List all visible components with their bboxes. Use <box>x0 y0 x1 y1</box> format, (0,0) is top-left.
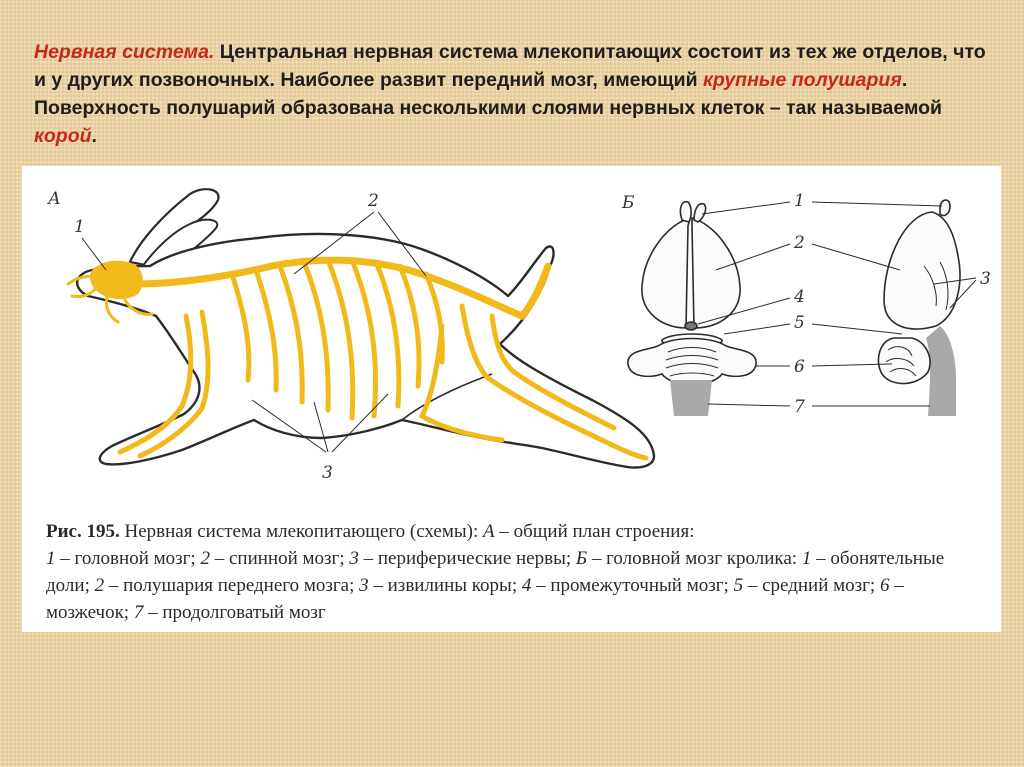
caption-part: – головной мозг кролика: <box>587 548 802 569</box>
brain-label-2: 2 <box>794 233 805 253</box>
dorsal-hemisphere-left <box>642 218 690 328</box>
figure-panel <box>22 166 1001 632</box>
intro-part-3: . <box>91 125 97 147</box>
caption-part: – спинной мозг; <box>209 548 350 569</box>
caption-fig-number: Рис. 195. <box>46 521 120 542</box>
brain-leader-7a <box>708 404 790 406</box>
rabbit-label-2: 2 <box>368 191 379 211</box>
caption-num: 3 <box>359 575 369 596</box>
brain-leader-1b <box>812 202 942 206</box>
intro-part-1: Центральная нервная система млекопитающих состоит из тех же отделов, что и у других позвоночных. Наиболее развит передний мозг, имеющий <box>34 41 986 91</box>
figure-caption <box>46 518 986 626</box>
rabbit-diagram <box>47 189 654 483</box>
intro-part-2: . Поверхность полушарий образована несколькими слоями нервных клеток – так называемой <box>34 69 943 119</box>
panel-a-letter: А <box>48 189 61 209</box>
brain-leader-1a <box>702 202 790 214</box>
caption-num: 1 <box>46 548 56 569</box>
brain-leader-5a <box>724 324 790 334</box>
brain-label-1: 1 <box>794 191 805 211</box>
lateral-hemisphere <box>884 212 960 329</box>
brain-label-6: 6 <box>794 357 805 377</box>
brain-leader-2b <box>812 244 900 270</box>
caption-num: 6 <box>879 575 890 596</box>
intro-text <box>34 38 994 150</box>
caption-letter-a: А <box>483 521 495 542</box>
caption-part: – обонятельные доли; <box>46 548 945 596</box>
caption-part: – извилины коры; <box>368 575 522 596</box>
lateral-olfactory <box>940 200 950 216</box>
caption-num: 5 <box>733 575 744 596</box>
brain-leader-5b <box>812 324 902 334</box>
rabbit-body-outline <box>77 234 654 468</box>
intro-highlight-cortex: корой <box>34 125 92 147</box>
caption-num: 1 <box>801 548 812 569</box>
rabbit-leader-1 <box>82 238 106 270</box>
lateral-cerebellum <box>878 338 930 384</box>
caption-part: – промежуточный мозг; <box>531 575 734 596</box>
lateral-medulla <box>926 326 956 416</box>
dorsal-medulla <box>670 380 712 416</box>
caption-part: – полушария переднего мозга; <box>104 575 360 596</box>
brain-label-4: 4 <box>794 287 805 307</box>
dorsal-cerebellum <box>628 339 756 385</box>
intro-title: Нервная система. <box>34 41 215 63</box>
dorsal-diencephalon <box>685 322 697 330</box>
brain-label-3: 3 <box>980 269 991 289</box>
caption-part: – общий план строения: <box>494 521 695 542</box>
intro-highlight-hemispheres: крупные полушария <box>703 69 902 91</box>
caption-part: – головной мозг; <box>55 548 201 569</box>
caption-num: 2 <box>200 548 210 569</box>
rabbit-label-1: 1 <box>74 217 85 237</box>
brain-label-5: 5 <box>794 313 805 333</box>
caption-num: 3 <box>349 548 359 569</box>
caption-num: 7 <box>133 602 144 623</box>
brain-label-7: 7 <box>794 397 805 417</box>
caption-num: 2 <box>94 575 105 596</box>
caption-part: Нервная система млекопитающего (схемы): <box>119 521 484 542</box>
caption-num: 4 <box>521 575 532 596</box>
dorsal-hemisphere-right <box>692 218 740 328</box>
panel-b-letter: Б <box>622 193 635 213</box>
caption-part: – мозжечок; <box>46 575 904 623</box>
caption-part: – продолговатый мозг <box>143 602 326 623</box>
dorsal-olfactory-left <box>680 202 691 222</box>
caption-part: – средний мозг; <box>743 575 880 596</box>
caption-part: – периферические нервы; <box>358 548 576 569</box>
dorsal-olfactory-right <box>694 204 706 222</box>
caption-letter-b: Б <box>575 548 588 569</box>
rabbit-label-3: 3 <box>322 463 333 483</box>
